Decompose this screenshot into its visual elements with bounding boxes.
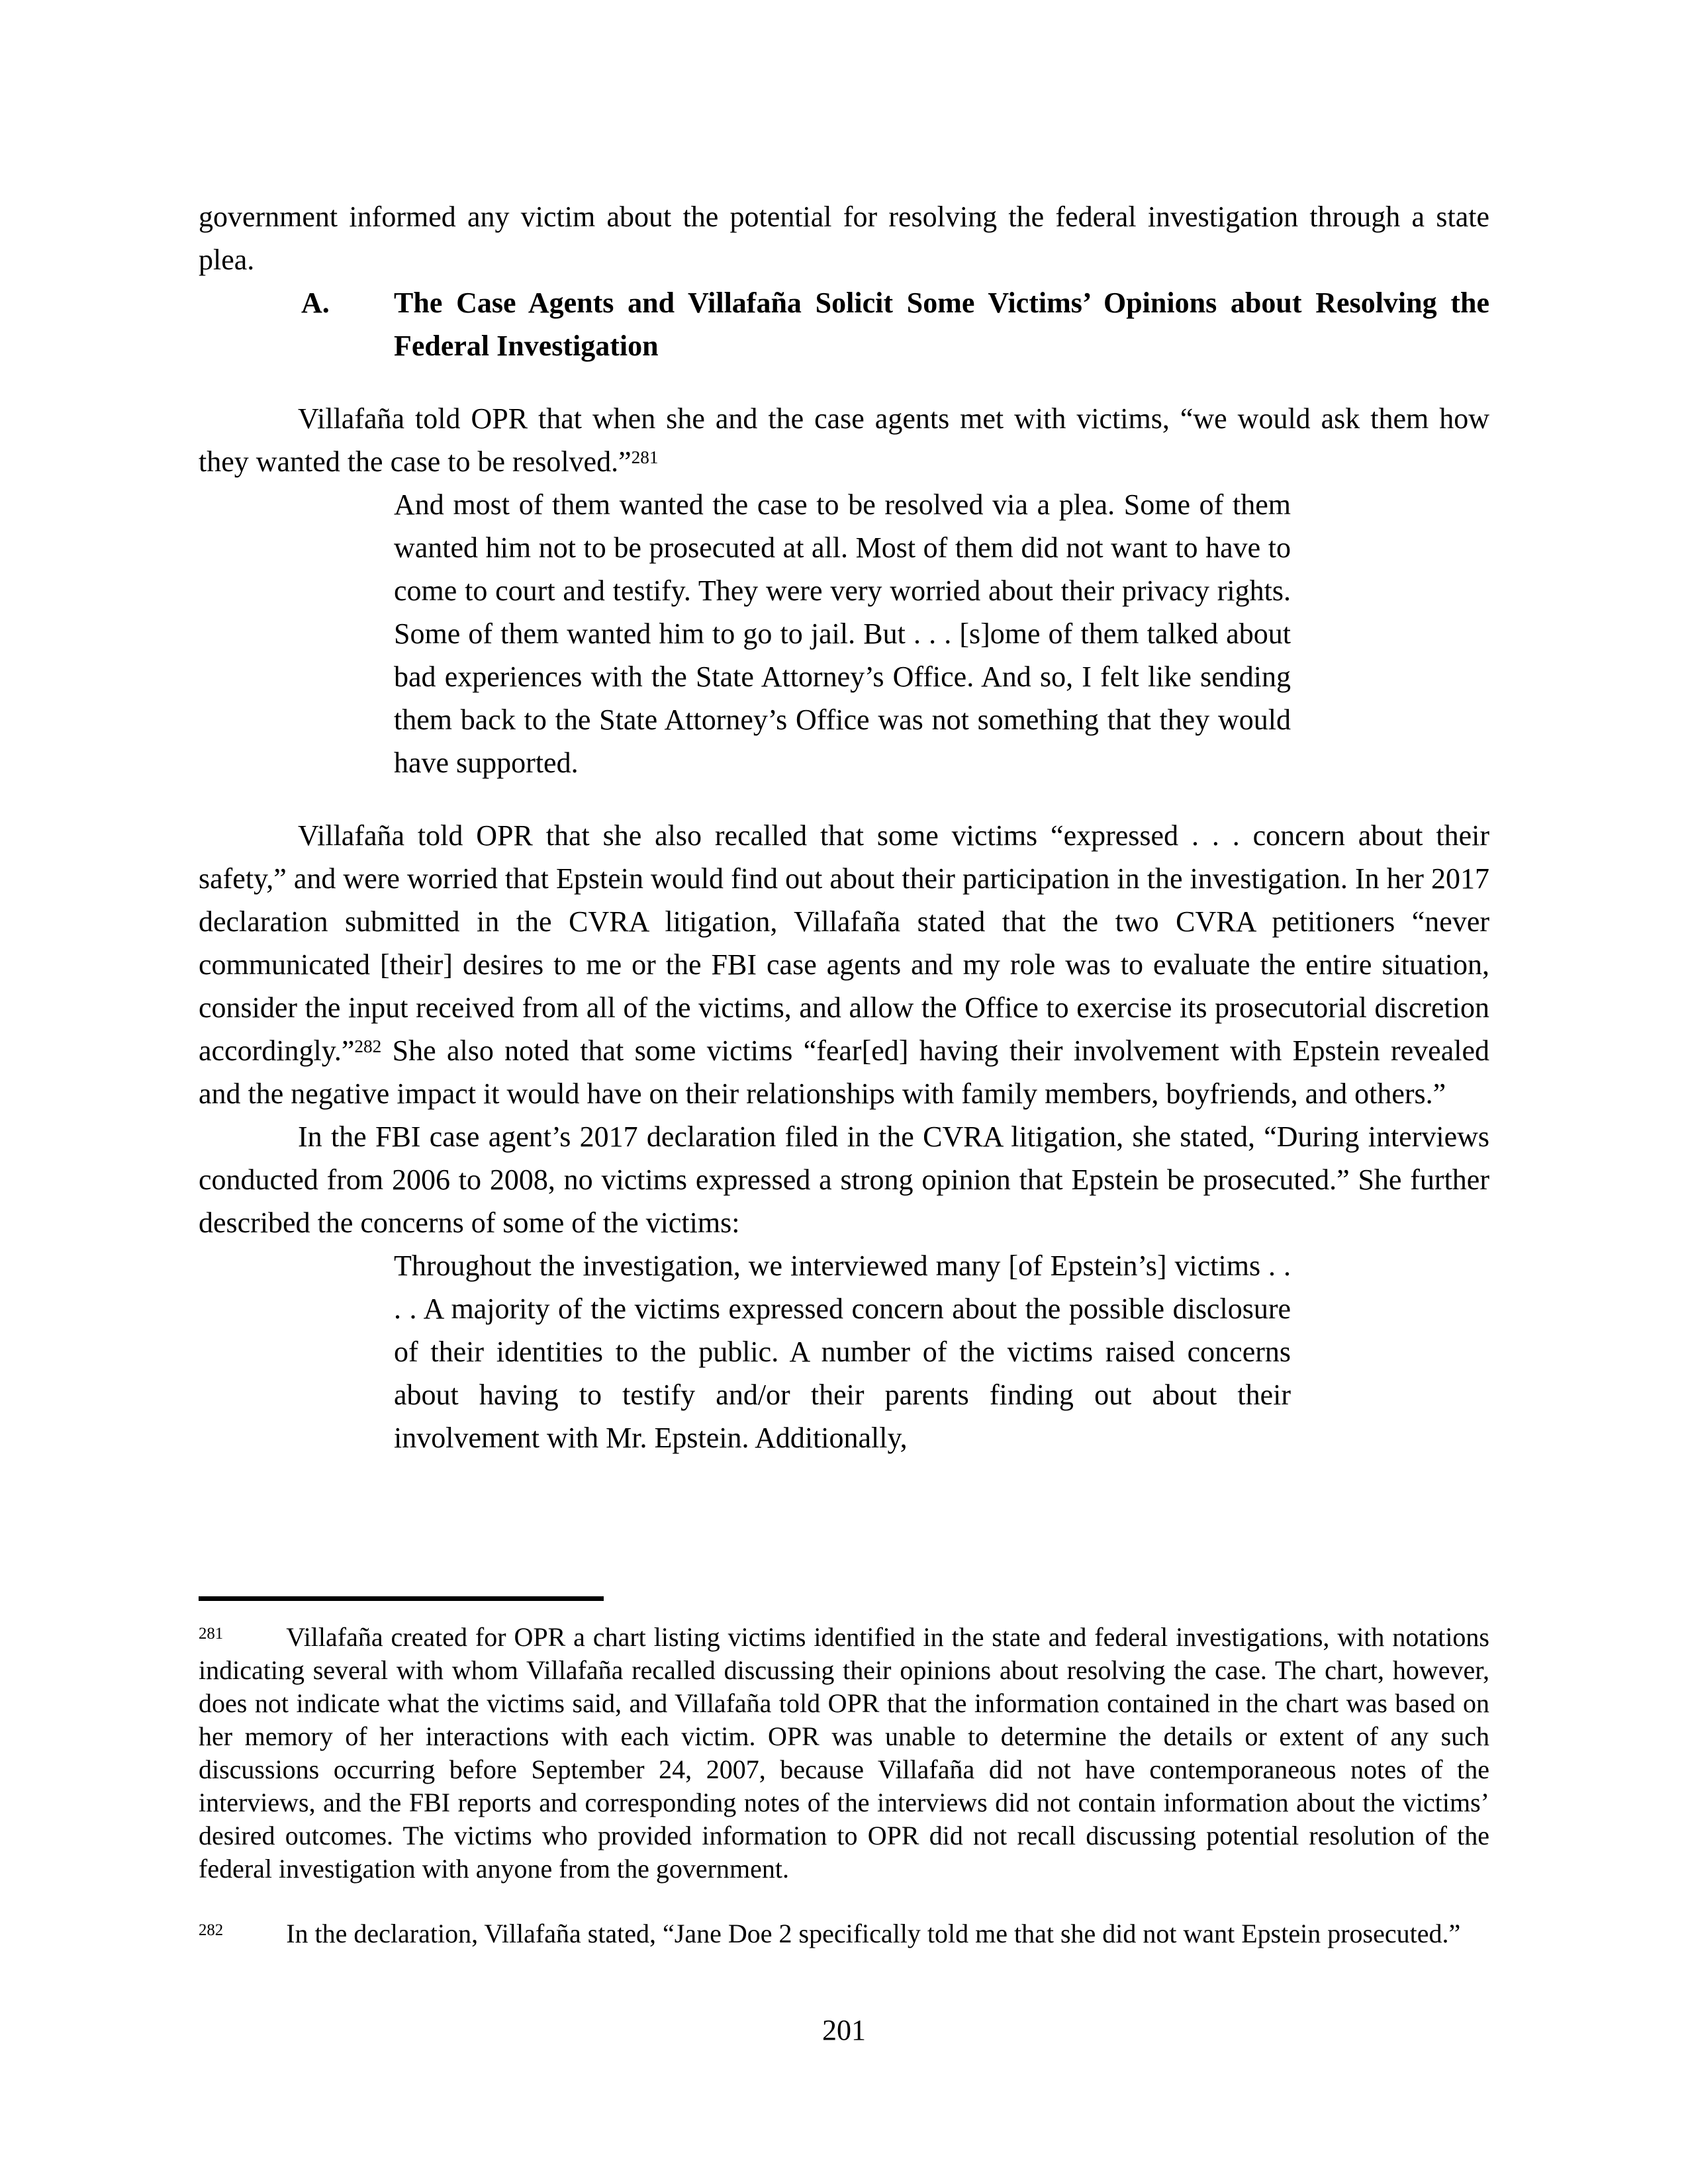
section-heading-label: A.	[301, 287, 330, 319]
footnote-text: In the declaration, Villafaña stated, “Jane Doe 2 specifically told me that she did not want Epstein prosecuted.”	[286, 1919, 1461, 1948]
paragraph-text: government informed any victim about the potential for resolving the federal investigation through a state plea.	[199, 201, 1489, 276]
blockquote-text: Throughout the investigation, we interviewed many [of Epstein’s] victims . . . . A majority of the victims expressed concern about the possible disclosure of their identities to the public. A number of the victims raised concerns about having to testify and/or their parents finding out about their involvement with Mr. Epstein. Additionally,	[394, 1250, 1291, 1454]
footnote-281	[199, 1621, 1489, 1886]
paragraph-fbi-case-agent	[199, 1115, 1489, 1244]
paragraph-text: She also noted that some victims “fear[ed] having their involvement with Epstein revealed and the negative impact it would have on their relationships with family members, boyfriends, and others.”	[199, 1034, 1489, 1110]
paragraph-text: Villafaña told OPR that when she and the case agents met with victims, “we would ask them how they wanted the case to be resolved.”	[199, 402, 1489, 478]
footnote-reference-281: 281	[631, 447, 659, 467]
page-number: 201	[822, 2014, 866, 2046]
blockquote-text: And most of them wanted the case to be resolved via a plea. Some of them wanted him not to be prosecuted at all. Most of them did not want to have to come to court and testify. They were very worried about their privacy rights. Some of them wanted him to go to jail. But . . . [s]ome of them talked about bad experiences with the State Attorney’s Office. And so, I felt like sending them back to the State Attorney’s Office was not something that they would have supported.	[394, 488, 1291, 779]
paragraph-text: Villafaña told OPR that she also recalled that some victims “expressed . . . concern about their safety,” and were worried that Epstein would find out about their participation in the investigation. In her 2017 declaration submitted in the CVRA litigation, Villafaña stated that the two CVRA petitioners “never communicated [their] desires to me or the FBI case agents and my role was to evaluate the entire situation, consider the input received from all of the victims, and allow the Office to exercise its prosecutorial discretion accordingly.”	[199, 819, 1489, 1067]
blockquote-plea-preferences	[394, 483, 1291, 784]
page-body	[199, 195, 1489, 1459]
footnotes-section	[199, 1596, 1489, 1950]
footnote-282	[199, 1917, 1489, 1950]
footnote-separator-rule	[199, 1596, 604, 1601]
footnote-reference-282: 282	[354, 1036, 382, 1056]
section-heading-a	[301, 281, 1489, 367]
footnote-number: 281	[199, 1624, 224, 1643]
paragraph-text: In the FBI case agent’s 2017 declaration filed in the CVRA litigation, she stated, “During interviews conducted from 2006 to 2008, no victims expressed a strong opinion that Epstein be prosecuted.” She further described the concerns of some of the victims:	[199, 1120, 1489, 1239]
paragraph-villafana-told-opr	[199, 397, 1489, 483]
paragraph-continuation	[199, 195, 1489, 281]
section-heading-text: The Case Agents and Villafaña Solicit Some Victims’ Opinions about Resolving the Federal Investigation	[394, 287, 1489, 362]
footnote-text: Villafaña created for OPR a chart listing victims identified in the state and federal investigations, with notations indicating several with whom Villafaña recalled discussing their opinions about resolving the case. The chart, however, does not indicate what the victims said, and Villafaña told OPR that the information contained in the chart was based on her memory of her interactions with each victim. OPR was unable to determine the details or extent of any such discussions occurring before September 24, 2007, because Villafaña did not have contemporaneous notes of the interviews, and the FBI reports and corresponding notes of the interviews did not contain information about the victims’ desired outcomes. The victims who provided information to OPR did not recall discussing potential resolution of the federal investigation with anyone from the government.	[199, 1622, 1489, 1884]
blockquote-interviews	[394, 1244, 1291, 1459]
footnote-number: 282	[199, 1921, 224, 1939]
paragraph-victim-safety	[199, 814, 1489, 1115]
